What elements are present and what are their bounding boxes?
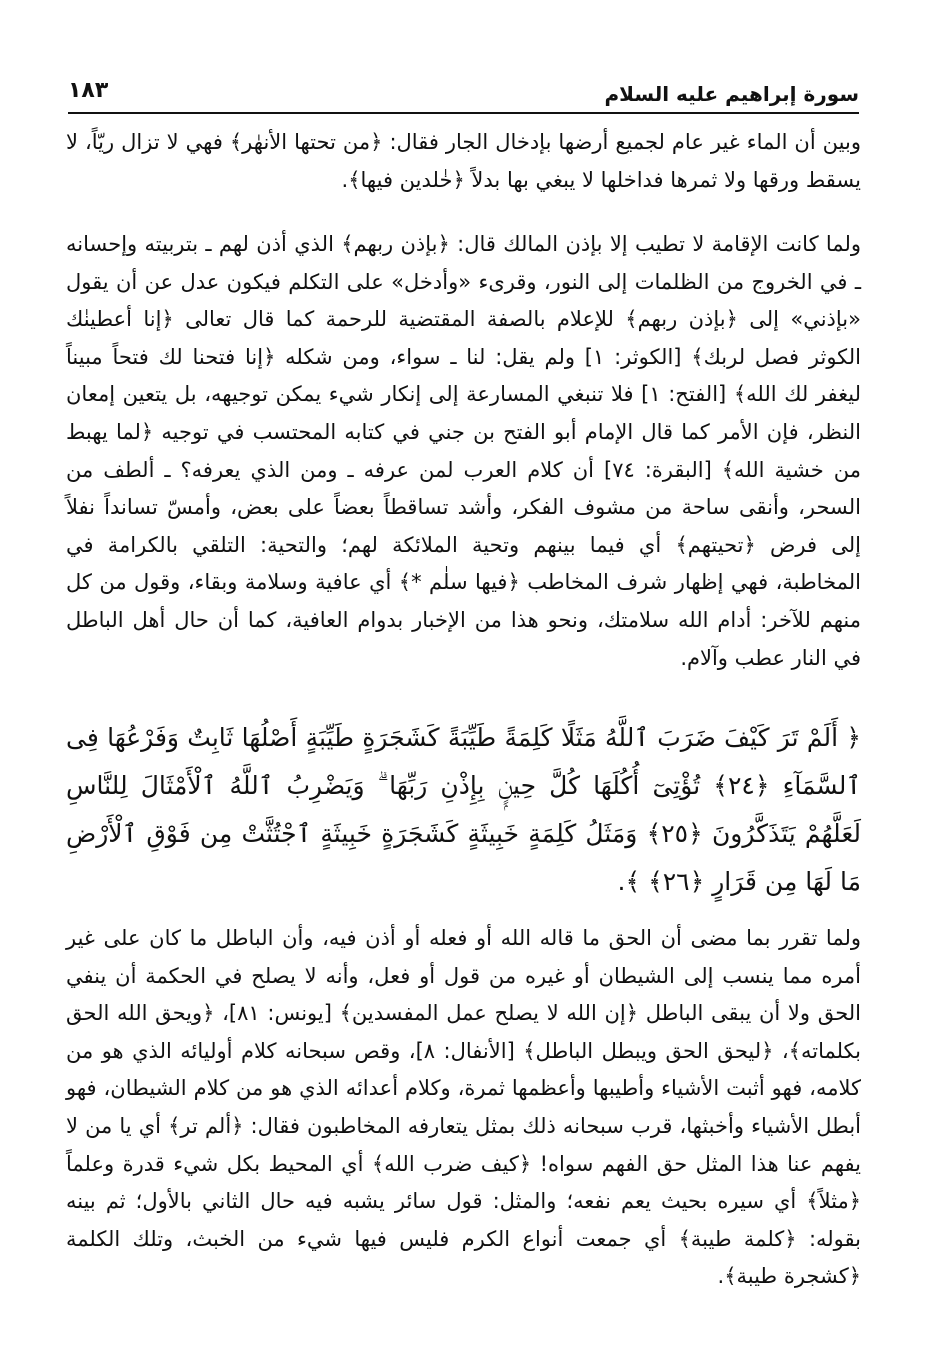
paragraph-1-text: وبين أن الماء غير عام لجميع أرضها بإدخال الجار فقال: ﴿من تحتها الأنهٰر﴾ فهي لا تزال ريّاً، لا يسقط ورقها ولا ثمرها فداخلها لا يبغي بها بدلاً ﴿خٰلدين فيها﴾.	[66, 130, 861, 192]
paragraph-3	[66, 920, 861, 1296]
page-header	[68, 78, 859, 114]
paragraph-2	[66, 226, 861, 677]
paragraph-3-text: ولما تقرر بما مضى أن الحق ما قاله الله أو فعله أو أذن فيه، وأن الباطل ما كان على غير أمره مما ينسب إلى الشيطان أو غيره من قول أو فعل، وأنه لا يصلح في الحكمة أن ينفي الحق ولا أن يبقى الباطل ﴿إن الله لا يصلح عمل المفسدين﴾ [يونس: ٨١]، ﴿ويحق الله الحق بكلماته﴾، ﴿ليحق الحق ويبطل الباطل﴾ [الأنفال: ٨]، وقص سبحانه كلام أوليائه الذي هو من كلامه، فهو أثبت الأشياء وأطيبها وأعظمها ثمرة، وكلام أعدائه الذي هو من كلام الشيطان، فهو أبطل الأشياء وأخبثها، قرب سبحانه ذلك بمثل يتعارفه المخاطبون فقال: ﴿ألم تر﴾ أي يا من لا يفهم عنا هذا المثل حق الفهم سواه! ﴿كيف ضرب الله﴾ أي المحيط بكل شيء قدرة وعلماً ﴿مثلاً﴾ أي سيره بحيث يعم نفعه؛ والمثل: قول سائر يشبه فيه حال الثاني بالأول؛ ثم بينه بقوله: ﴿كلمة طيبة﴾ أي جمعت أنواع الكرم فليس فيها شيء من الخبث، وتلك الكلمة ﴿كشجرة طيبة﴾.	[66, 926, 862, 1289]
running-title: سورة إبراهيم عليه السلام	[604, 82, 859, 106]
page-number: ١٨٣	[68, 78, 109, 103]
quran-verse-text: ﴿ أَلَمْ تَرَ كَيْفَ ضَرَبَ ٱللَّهُ مَثَلًا كَلِمَةً طَيِّبَةً كَشَجَرَةٍ طَيِّبَةٍ أَصْلُهَا ثَابِتٌ وَفَرْعُهَا فِى ٱلسَّمَآءِ ﴿٢٤﴾ تُؤْتِىٓ أُكُلَهَا كُلَّ حِينٍۭ بِإِذْنِ رَبِّهَا ۗ وَيَضْرِبُ ٱللَّهُ ٱلْأَمْثَالَ لِلنَّاسِ لَعَلَّهُمْ يَتَذَكَّرُونَ ﴿٢٥﴾ وَمَثَلُ كَلِمَةٍ خَبِيثَةٍ كَشَجَرَةٍ خَبِيثَةٍ ٱجْتُثَّتْ مِن فَوْقِ ٱلْأَرْضِ مَا لَهَا مِن قَرَارٍ ﴿٢٦﴾ ﴾.	[66, 723, 862, 896]
paragraph-2-text: ولما كانت الإقامة لا تطيب إلا بإذن المالك قال: ﴿بإذن ربهم﴾ الذي أذن لهم ـ بتربيته وإحسانه ـ في الخروج من الظلمات إلى النور، وقرىء «وأدخل» على التكلم فيكون عدل عن أن يقول «بإذني» إلى ﴿بإذن ربهم﴾ للإعلام بالصفة المقتضية للرحمة كما قال تعالى ﴿إنا أعطينٰك الكوثر فصل لربك﴾ [الكوثر: ١] ولم يقل: لنا ـ سواء، ومن شكله ﴿إنا فتحنا لك فتحاً مبيناً ليغفر لك الله﴾ [الفتح: ١] فلا تنبغي المسارعة إلى إنكار شيء يمكن توجيهه، بل يتعين إمعان النظر، فإن الأمر كما قال الإمام أبو الفتح بن جني في كتابه المحتسب في توجيه ﴿لما يهبط من خشية الله﴾ [البقرة: ٧٤] أن كلام العرب لمن عرفه ـ ومن الذي يعرفه؟ ـ ألطف من السحر، وأنقى ساحة من مشوف الفكر، وأشد تساقطاً بعضاً على بعض، وأمسّ تسانداً نفلاً إلى فرض ﴿تحيتهم﴾ أي فيما بينهم وتحية الملائكة لهم؛ والتحية: التلقي بالكرامة في المخاطبة، فهي إظهار شرف المخاطب ﴿فيها سلٰم *﴾ أي عافية وسلامة وبقاء، وقول من كل منهم للآخر: أدام الله سلامتك، ونحو هذا من الإخبار بدوام العافية، كما أن حال أهل الباطل في النار عطب وآلام.	[66, 232, 862, 670]
paragraph-1	[66, 124, 861, 199]
quran-verse-block	[66, 714, 861, 906]
